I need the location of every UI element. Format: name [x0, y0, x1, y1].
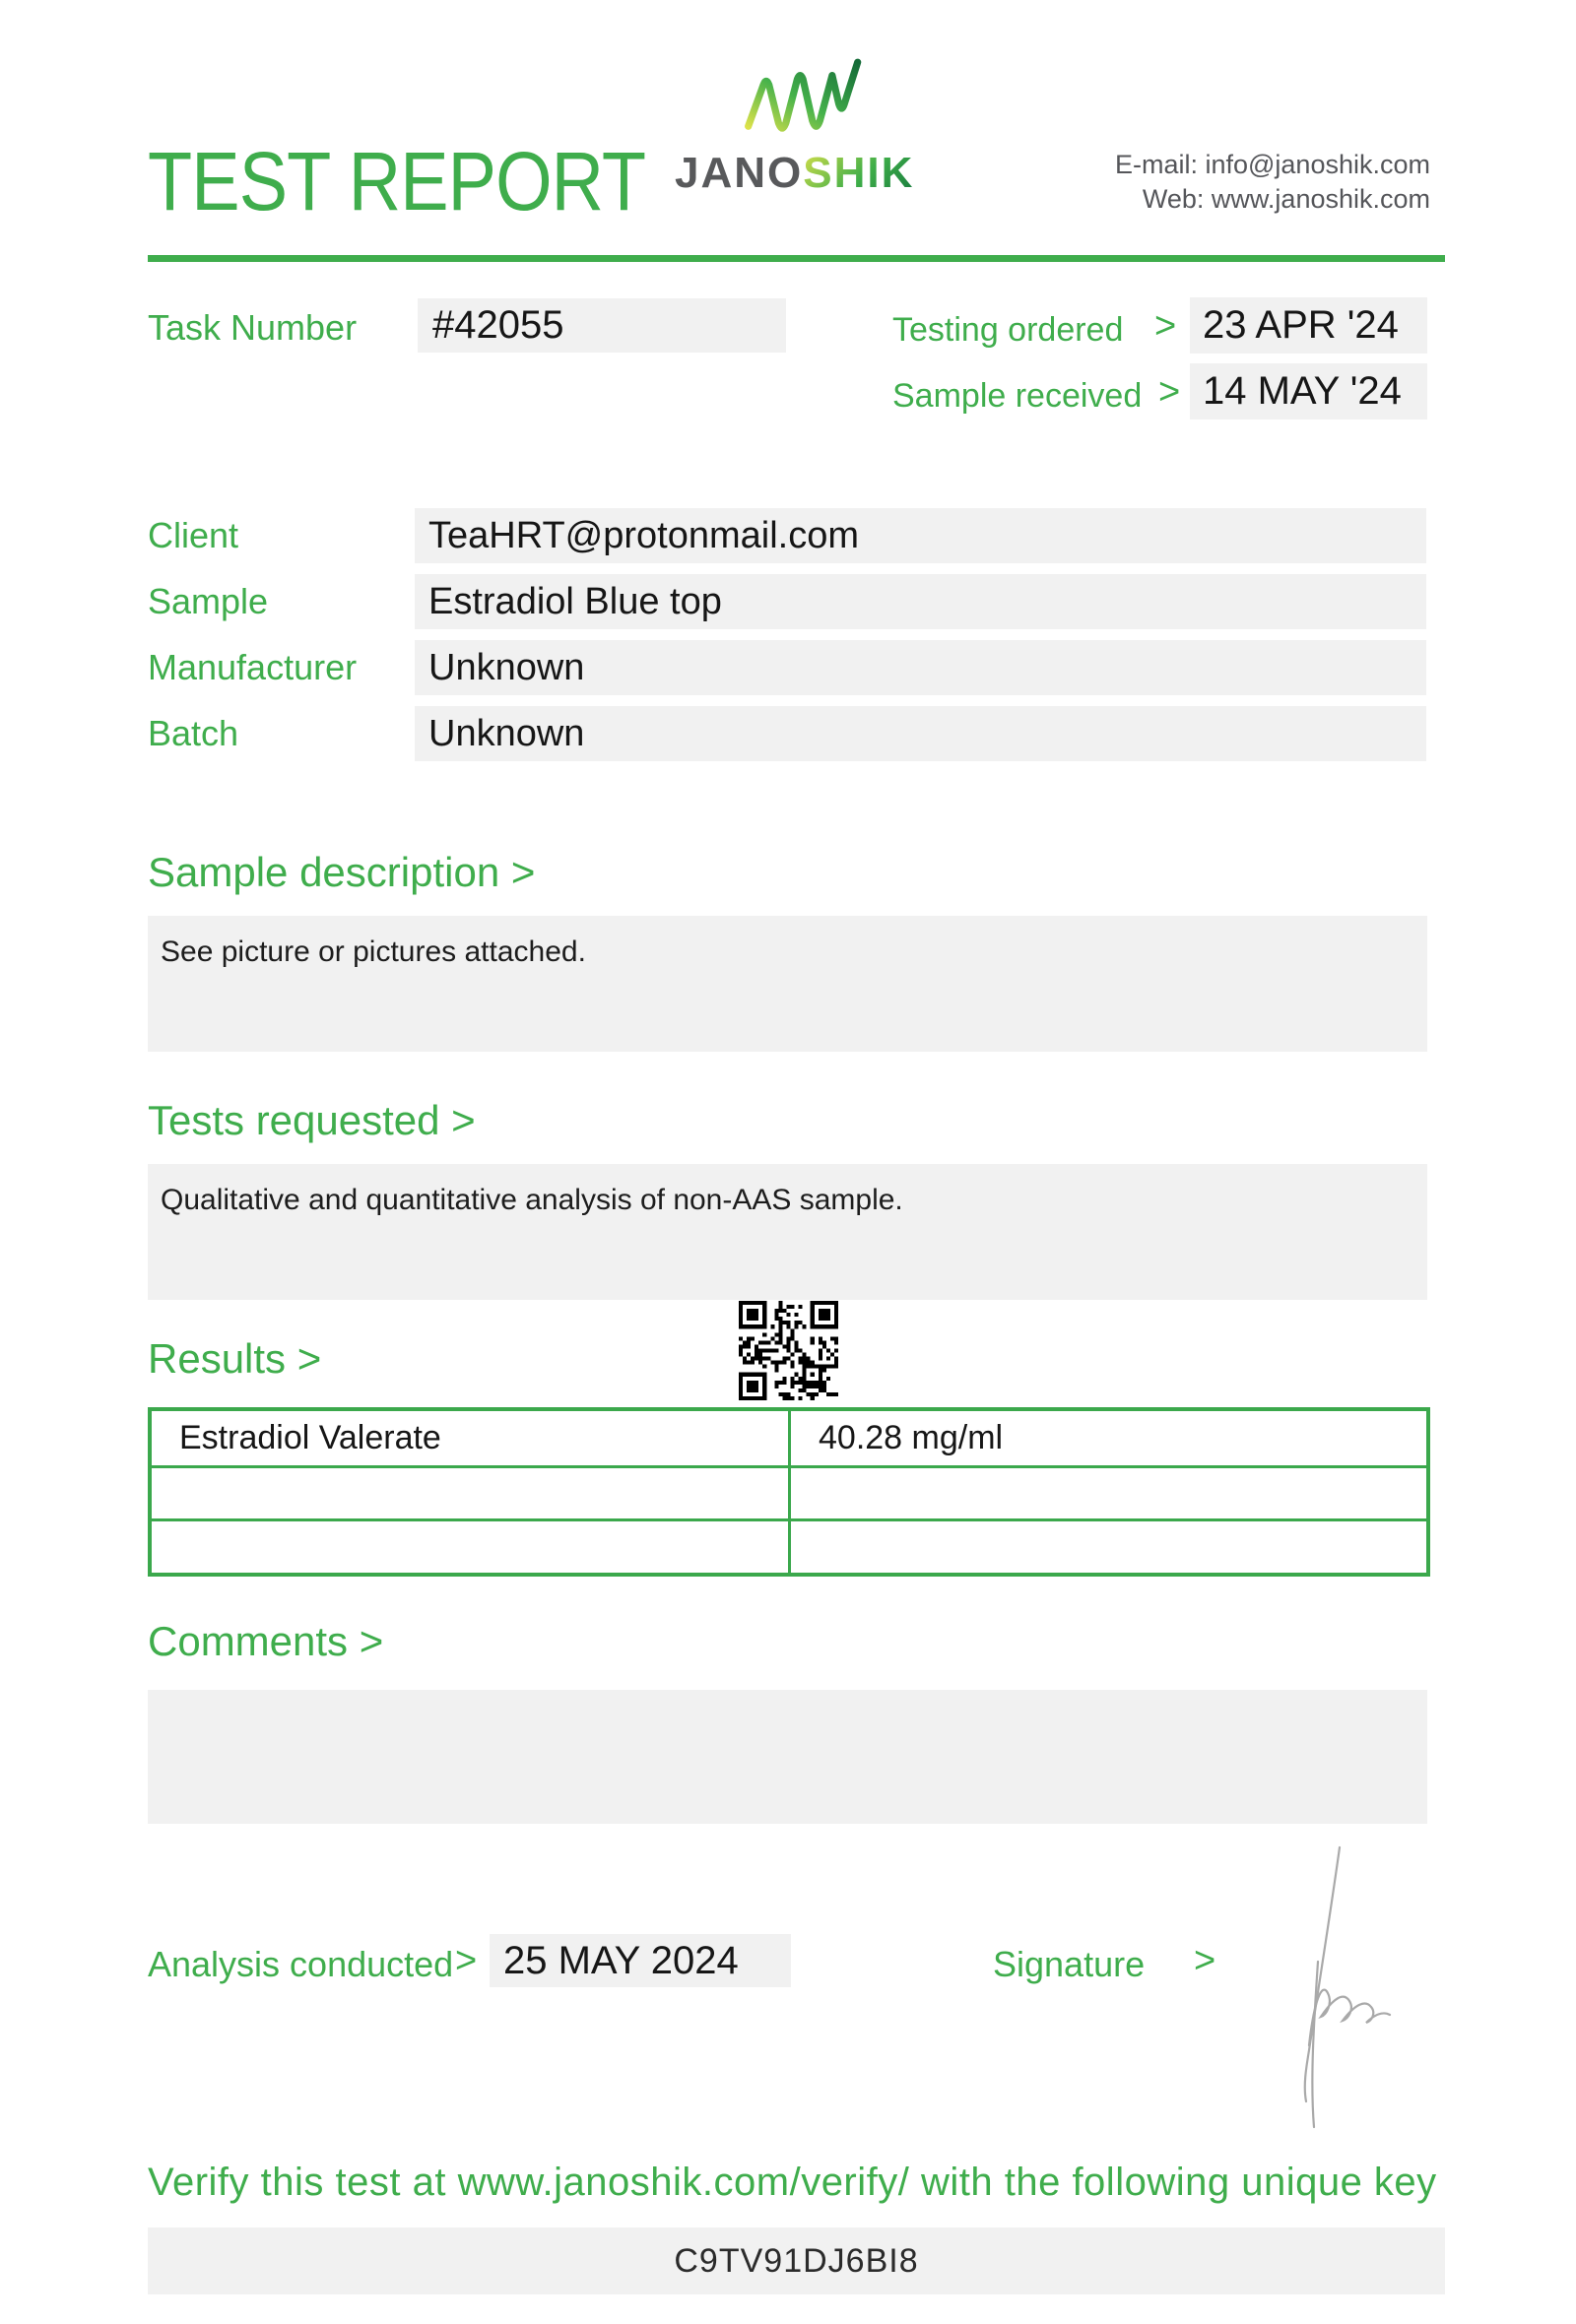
qr-code	[739, 1301, 838, 1400]
task-number-value-box	[418, 298, 786, 353]
contact-web: Web: www.janoshik.com	[1142, 184, 1430, 214]
result-value: 40.28 mg/ml	[788, 1411, 1426, 1465]
sample-description-text: See picture or pictures attached.	[161, 936, 586, 968]
sample-received-date: 14 MAY '24	[1203, 369, 1402, 413]
analysis-conducted-arrow-icon: >	[455, 1940, 478, 1981]
testing-ordered-label: Testing ordered	[892, 311, 1124, 349]
contact-info	[1115, 148, 1430, 217]
verify-instruction: Verify this test at www.janoshik.com/verify/ with the following unique key	[148, 2161, 1437, 2204]
sample-description-box	[148, 916, 1427, 1052]
result-value	[788, 1518, 1426, 1573]
analysis-conducted-label: Analysis conducted	[148, 1944, 454, 1984]
batch-value: Unknown	[428, 713, 585, 754]
comments-box	[148, 1690, 1427, 1824]
analysis-conducted-date: 25 MAY 2024	[503, 1939, 739, 1982]
sample-received-arrow-icon: >	[1158, 371, 1181, 413]
header-divider	[148, 255, 1445, 262]
comments-text	[148, 1690, 1427, 1710]
sample-received-label: Sample received	[892, 377, 1143, 415]
client-value: TeaHRT@protonmail.com	[428, 515, 860, 556]
sample-value: Estradiol Blue top	[428, 581, 722, 622]
task-number-label: Task Number	[148, 307, 358, 348]
manufacturer-label: Manufacturer	[148, 647, 358, 687]
testing-ordered-value-box	[1190, 297, 1427, 354]
results-heading: Results >	[148, 1335, 322, 1382]
sample-received-value-box	[1190, 363, 1427, 420]
signature-label: Signature	[993, 1944, 1146, 1984]
chart-logo-icon	[741, 53, 873, 146]
result-substance	[152, 1465, 788, 1519]
testing-ordered-arrow-icon: >	[1154, 305, 1177, 347]
manufacturer-value-box	[415, 640, 1426, 695]
sample-value-box	[415, 574, 1426, 629]
client-label: Client	[148, 515, 239, 555]
sample-description-heading: Sample description >	[148, 849, 536, 895]
task-number-value: #42055	[432, 303, 564, 347]
tests-requested-text: Qualitative and quantitative analysis of non-AAS sample.	[161, 1184, 903, 1216]
sample-label: Sample	[148, 581, 269, 621]
verify-key: C9TV91DJ6BI8	[674, 2242, 919, 2280]
tests-requested-box	[148, 1164, 1427, 1300]
result-substance	[152, 1518, 788, 1573]
contact-email: E-mail: info@janoshik.com	[1114, 150, 1430, 179]
batch-label: Batch	[148, 713, 239, 753]
analysis-conducted-value-box	[490, 1934, 791, 1987]
page-title: TEST REPORT	[148, 135, 646, 227]
results-table	[148, 1407, 1430, 1577]
client-value-box	[415, 508, 1426, 563]
result-substance: Estradiol Valerate	[179, 1418, 441, 1456]
signature-arrow-icon: >	[1194, 1940, 1216, 1981]
logo	[675, 149, 915, 197]
batch-value-box	[415, 706, 1426, 761]
manufacturer-value: Unknown	[428, 647, 585, 688]
signature-scribble	[1279, 1843, 1407, 2131]
logo-text-shik: SHIK	[803, 149, 915, 197]
comments-heading: Comments >	[148, 1618, 384, 1664]
verify-key-box	[148, 2227, 1445, 2294]
testing-ordered-date: 23 APR '24	[1203, 303, 1399, 347]
result-value	[788, 1465, 1426, 1519]
logo-text-jano: JANO	[675, 149, 804, 197]
tests-requested-heading: Tests requested >	[148, 1097, 476, 1143]
